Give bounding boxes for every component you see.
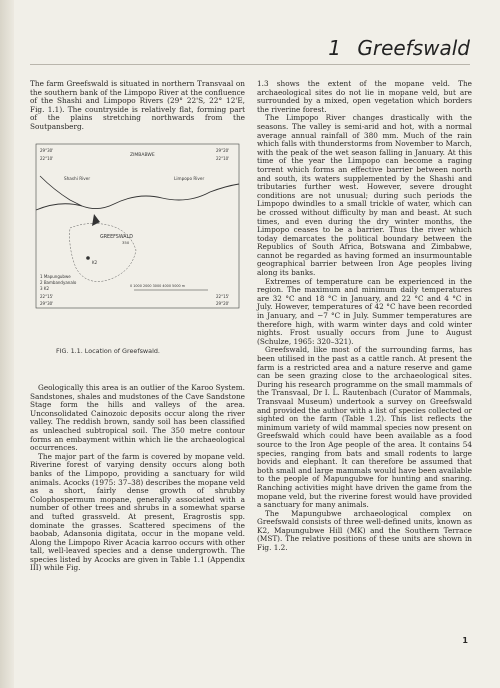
intro-paragraph-block (30, 80, 245, 132)
contour-line (70, 223, 136, 281)
legend-item-2: 2 Bambandyanalo (40, 280, 77, 285)
right-paragraph-5: The Mapungubwe archaeological complex on Greefswald consists of three well-defined units, known as K2, Mapungubwe Hill (MK) and the Southern Terrace (MST). The relative positions of these units are shown in Fig. 1.2. (257, 508, 472, 553)
geology-paragraph-1: Geologically this area is an outlier of the Karoo System. Sandstones, shales and mudstones of the Cave Sandstone Stage form the hills and valleys of the area. Unconsolidated Cainozoic deposits occur along the river valley. The reddish brown, sandy soil has been classified as unleached subtropical soil. The 350 metre contour forms an embayment within which lie the archaeological occurrences. (30, 383, 245, 453)
bl-lat-label: 29°30' (40, 301, 54, 306)
zimbabwe-label: ZIMBABWE (130, 153, 155, 158)
chapter-title: Greefswald (357, 36, 470, 60)
tl-lon-label: 29°30' (40, 148, 54, 153)
limpopo-river-line (36, 184, 239, 210)
greefswald-label: GREEFSWALD (100, 235, 133, 240)
tl-lat-label: 22°10' (40, 156, 54, 161)
right-paragraph-1: 1.3 shows the extent of the mopane veld. The archaeological sites do not lie in mopane veld, but are surrounded by a mixed, open vegetation which borders the riverine forest. (257, 79, 472, 114)
mapungubwe-marker (92, 214, 100, 226)
intro-paragraph: The farm Greefswald is situated in northern Transvaal on the southern bank of the Limpopo River at the confluence of the Shashi and Limpopo Rivers (29° 22'S, 22° 12'E, Fig. 1.1). The countryside is relatively flat, forming part of the plains stretching northwards from the Soutpansberg. (30, 79, 245, 131)
legend-item-1: 1 Mapungubwe (40, 274, 71, 279)
bl-lon-label: 22°15' (40, 294, 54, 299)
right-paragraph-4: Greefswald, like most of the surrounding farms, has been utilised in the past as a cattle ranch. At present the farm is a restricted area and a nature reserve and game can be seen grazing close to the archaeological sites. During his research programme on the small mammals of the Transvaal, Dr I. L. Rautenbach (Curator of Mammals, Transvaal Museum) undertook a survey on Greefswald and provided the author with a list of species collected or sighted on the farm (Table 1.2). This list reflects the minimum variety of wild mammal species now present on Greefswald which could have been available as a food source to the Iron Age people of the area. It contains 54 species, ranging from bats and small rodents to large bovids and elephant. It can therefore be assumed that both small and large mammals would have been available to the people of Mapungubwe for hunting and snaring. Ranching activities might have driven the game from the mopane veld, but the riverine forest would have provided a sanctuary for many animals. (257, 345, 472, 510)
right-paragraph-2: The Limpopo River changes drastically with the seasons. The valley is semi-arid and hot, with a normal average annual rainfall of 380 mm. Much of the rain which falls with thunderstorms from November to March, with the peak of the wet season falling in January. At this time of the year the Limpopo can become a raging torrent which forms an effective barrier between north and south, its waters supplemented by the Shashi and tributaries further west. However, severe drought conditions are not unusual; during such periods the Limpopo dwindles to a small trickle of water, which can be crossed without difficulty by man and beast. At such times, and even during the dry winter months, the Limpopo ceases to be a barrier. Thus the river which today demarcates the political boundary between the Republics of South Africa, Botswana and Zimbabwe, cannot be regarded as having formed an insurmountable geographical barrier between Iron Age peoples living along its banks. (257, 113, 472, 278)
heading-rule (30, 64, 470, 65)
k2-marker (86, 256, 90, 260)
k2-label: K2 (92, 260, 98, 265)
right-column (257, 80, 472, 553)
page-number: 1 (462, 636, 468, 645)
legend-item-3: 3 K2 (40, 286, 49, 291)
contour-label: 350 (122, 240, 130, 245)
shashi-river-label: Shashi River (64, 176, 91, 181)
br-lat-label: 29°20' (216, 301, 230, 306)
geology-paragraph-2: The major part of the farm is covered by mopane veld. Riverine forest of varying density occurs along both banks of the Limpopo, providing a sanctuary for wild animals. Acocks (1975: 37–38) describes the mopane veld as a short, fairly dense growth of shrubby Colophospermum mopane, generally associated with a number of other trees and shrubs in a somewhat sparse and tufted grassveld. At present, Eragrostis spp. dominate the grasses. Scattered specimens of the baobab, Adansonia digitata, occur in the mopane veld. Along the Limpopo River Acacia karroo occurs with other tall, well-leaved species and a dense undergrowth. The species listed by Acocks are given in Table 1.1 (Appendix III) while Fig. (30, 451, 245, 573)
limpopo-river-label: Limpopo River (174, 176, 205, 181)
chapter-number: 1 (328, 36, 341, 60)
figure-caption: FIG. 1.1. Location of Greefswald. (56, 347, 160, 355)
location-map (30, 140, 245, 315)
chapter-heading (328, 36, 470, 60)
geology-paragraph-block (30, 384, 245, 573)
page-binding-edge (0, 0, 14, 688)
right-paragraph-3: Extremes of temperature can be experienced in the region. The maximum and minimum daily temperatures are 32 °C and 18 °C in January, and 22 °C and 4 °C in July. However, temperatures of 42 °C have been recorded in January, and −7 °C in July. Summer temperatures are therefore high, with warm winter days and cold winter nights. Frost usually occurs from June to August (Schulze, 1965: 320–321). (257, 276, 472, 346)
br-lon-label: 22°15' (216, 294, 230, 299)
tr-lon-label: 29°20' (216, 148, 230, 153)
tr-lat-label: 22°10' (216, 156, 230, 161)
scale-label: 0 1000 2000 3000 4000 5000 m (130, 284, 186, 288)
